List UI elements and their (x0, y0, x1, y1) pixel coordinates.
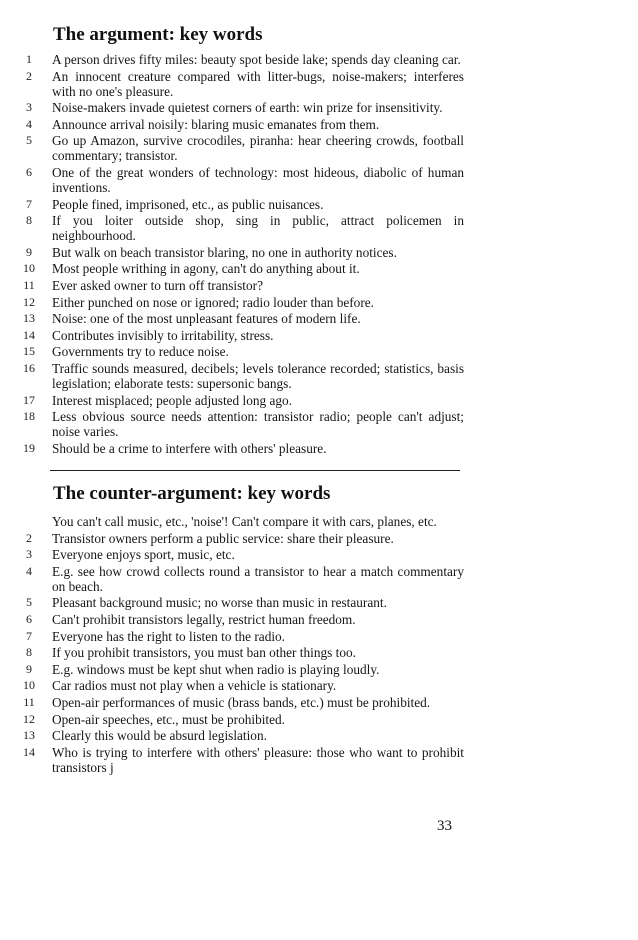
item-text: If you loiter outside shop, sing in public, attract policemen in neighbourhood. (52, 213, 464, 244)
item-number: 6 (26, 611, 32, 626)
list-item (18, 728, 464, 743)
list-item (18, 712, 464, 727)
section-divider (50, 470, 460, 471)
list-item (18, 678, 464, 693)
item-number: 1 (26, 52, 32, 66)
list-item (18, 197, 464, 212)
item-number: 9 (26, 244, 32, 259)
item-text: Transistor owners perform a public service: share their pleasure. (52, 530, 394, 546)
item-text: One of the great wonders of technology: most hideous, diabolic of human inventions. (52, 164, 464, 195)
list-item (18, 547, 464, 562)
item-text: Either punched on nose or ignored; radio louder than before. (52, 294, 374, 310)
argument-list (18, 52, 464, 457)
list-item (18, 100, 464, 115)
list-item (18, 165, 464, 195)
list-item (18, 344, 464, 359)
list-item (18, 361, 464, 391)
list-item (18, 261, 464, 276)
item-text: Most people writhing in agony, can't do anything about it. (52, 261, 360, 277)
item-text: Go up Amazon, survive crocodiles, piranha: hear cheering crowds, football commentary; transistor. (52, 133, 464, 164)
list-item (18, 695, 464, 710)
list-item (18, 629, 464, 644)
item-number: 13 (23, 311, 35, 326)
item-number: 10 (23, 678, 35, 693)
item-text: Ever asked owner to turn off transistor? (52, 277, 263, 293)
list-item (18, 409, 464, 439)
argument-heading: The argument: key words (53, 24, 263, 45)
list-item (18, 564, 464, 594)
item-number: 16 (23, 360, 35, 375)
item-number: 7 (26, 196, 32, 211)
item-number: 17 (23, 392, 35, 407)
item-number: 8 (26, 213, 32, 228)
item-text: An innocent creature compared with litter-bugs, noise-makers; interferes with no one's pleasure. (52, 68, 464, 99)
item-number: 4 (26, 116, 32, 131)
item-number: 11 (23, 277, 35, 292)
item-number: 18 (23, 409, 35, 424)
item-number: 4 (26, 563, 32, 578)
item-text: But walk on beach transistor blaring, no one in authority notices. (52, 244, 397, 260)
item-number: 6 (26, 164, 32, 179)
item-text: Governments try to reduce noise. (52, 344, 229, 360)
list-item (18, 117, 464, 132)
item-text: Open-air performances of music (brass bands, etc.) must be prohibited. (52, 694, 431, 710)
item-number: 19 (23, 440, 35, 455)
list-item (18, 278, 464, 293)
item-text: Interest misplaced; people adjusted long ago. (52, 392, 293, 408)
counter-argument-heading: The counter-argument: key words (53, 483, 331, 504)
list-item (18, 328, 464, 343)
list-item (18, 245, 464, 260)
item-text: Everyone enjoys sport, music, etc. (52, 547, 235, 563)
item-number: 10 (23, 261, 35, 276)
list-item (18, 52, 464, 67)
list-item (18, 531, 464, 546)
item-text: Noise: one of the most unpleasant features of modern life. (52, 311, 361, 327)
item-text: Can't prohibit transistors legally, restrict human freedom. (52, 611, 356, 627)
item-number: 3 (26, 547, 32, 562)
item-number: 5 (26, 133, 32, 148)
item-text: Announce arrival noisily: blaring music emanates from them. (52, 116, 380, 132)
item-number: 2 (26, 68, 32, 83)
item-number: 12 (23, 294, 35, 309)
list-item (18, 662, 464, 677)
list-item (18, 645, 464, 660)
item-number: 14 (23, 327, 35, 342)
list-item (18, 213, 464, 243)
item-number: 9 (26, 661, 32, 676)
list-item (18, 441, 464, 456)
list-item (18, 393, 464, 408)
list-item (18, 311, 464, 326)
item-text: Traffic sounds measured, decibels; levels tolerance recorded; statistics, basis legislation; elaborate tests: supersonic bangs. (52, 360, 464, 391)
item-number: 14 (23, 744, 35, 759)
item-text: E.g. windows must be kept shut when radio is playing loudly. (52, 661, 380, 677)
item-text: Contributes invisibly to irritability, stress. (52, 327, 274, 343)
list-item (18, 612, 464, 627)
item-number: 13 (23, 728, 35, 743)
item-number: 11 (23, 694, 35, 709)
list-item (18, 133, 464, 163)
item-text: Car radios must not play when a vehicle is stationary. (52, 678, 337, 694)
item-text: Should be a crime to interfere with others' pleasure. (52, 440, 327, 456)
item-number: 12 (23, 711, 35, 726)
item-text: A person drives fifty miles: beauty spot beside lake; spends day cleaning car. (52, 52, 461, 67)
counter-argument-list (18, 514, 464, 776)
item-number: 5 (26, 595, 32, 610)
item-text: Who is trying to interfere with others' pleasure: those who want to prohibit transistors j (52, 744, 464, 775)
list-item (18, 295, 464, 310)
page-number: 33 (437, 818, 452, 834)
list-item (18, 745, 464, 775)
list-item (18, 69, 464, 99)
item-text: Open-air speeches, etc., must be prohibited. (52, 711, 285, 727)
item-text: If you prohibit transistors, you must ban other things too. (52, 645, 356, 661)
item-text: Noise-makers invade quietest corners of earth: win prize for insensitivity. (52, 100, 443, 116)
list-item (18, 514, 464, 529)
item-number: 7 (26, 628, 32, 643)
list-item (18, 595, 464, 610)
item-number: 8 (26, 645, 32, 660)
item-number: 2 (26, 530, 32, 545)
item-text: Less obvious source needs attention: transistor radio; people can't adjust; noise varies. (52, 409, 464, 440)
item-text: E.g. see how crowd collects round a transistor to hear a match commentary on beach. (52, 563, 464, 594)
item-text: Pleasant background music; no worse than music in restaurant. (52, 595, 387, 611)
item-number: 15 (23, 344, 35, 359)
item-text: Clearly this would be absurd legislation. (52, 728, 267, 744)
item-number: 3 (26, 100, 32, 115)
item-text: You can't call music, etc., 'noise'! Can't compare it with cars, planes, etc. (52, 514, 437, 529)
item-text: People fined, imprisoned, etc., as public nuisances. (52, 196, 324, 212)
item-text: Everyone has the right to listen to the radio. (52, 628, 286, 644)
